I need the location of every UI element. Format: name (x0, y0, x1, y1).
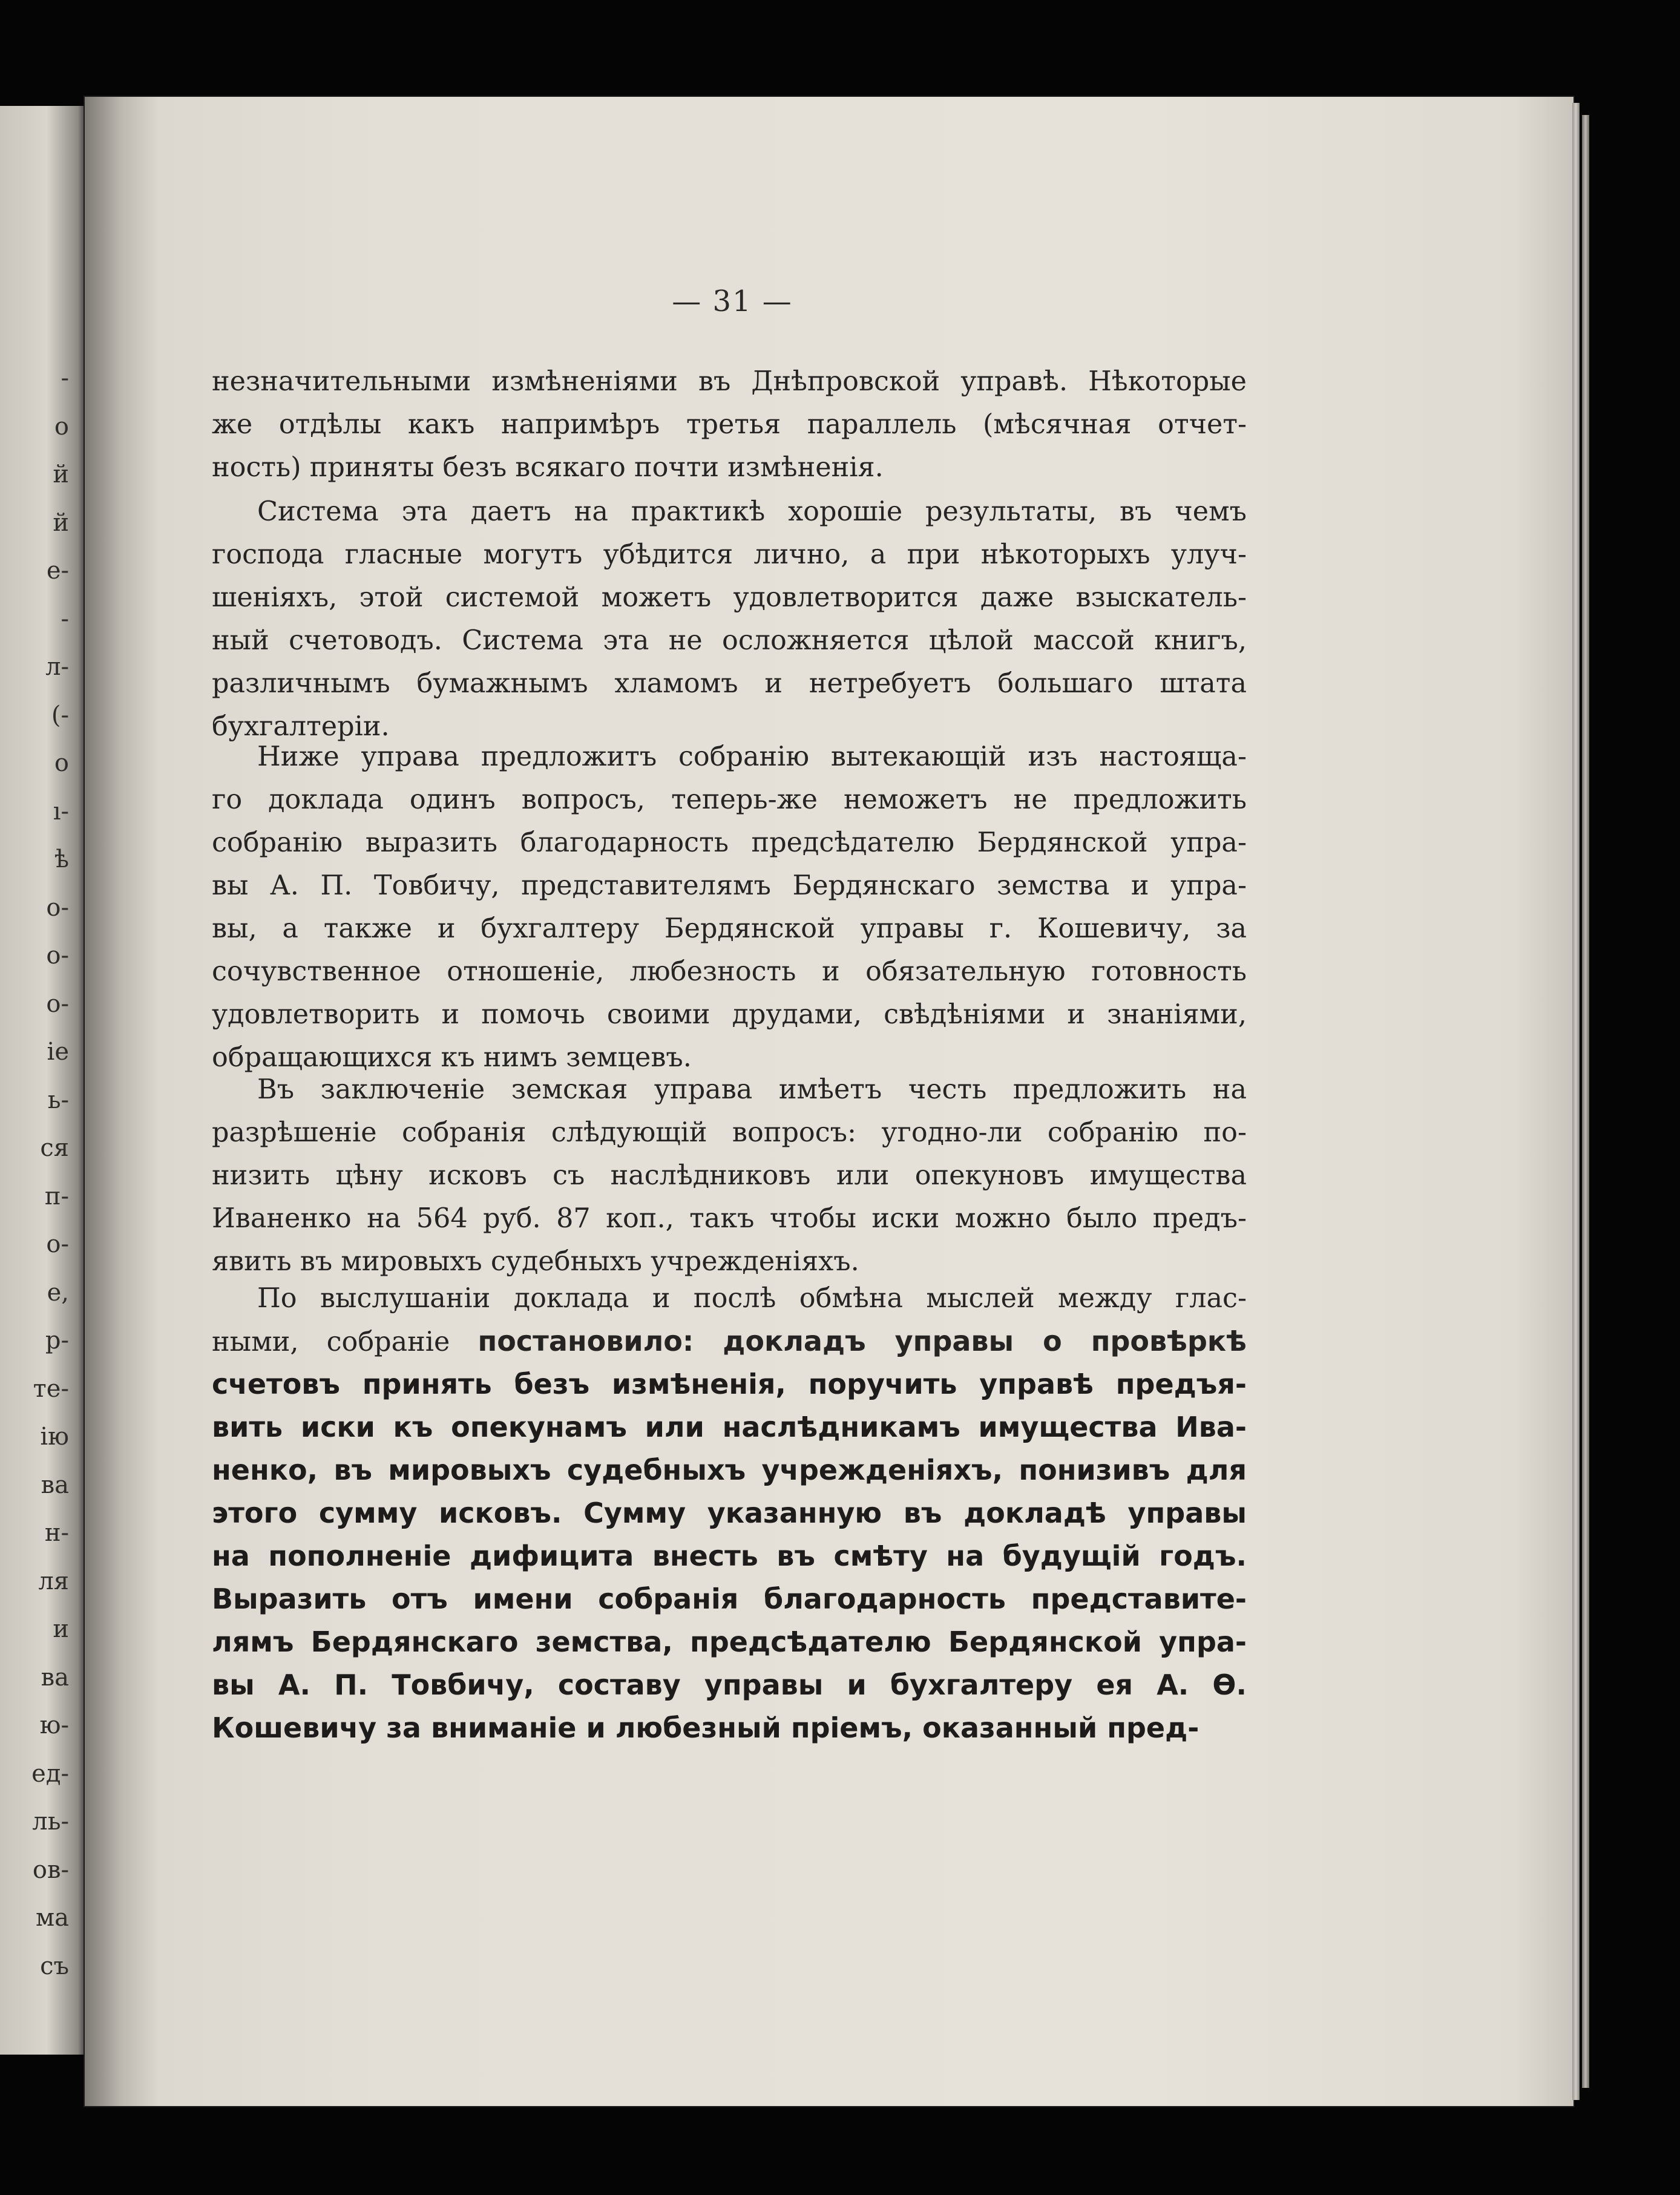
resolution-line-2-plain: ными, собраніе (212, 1327, 450, 1357)
left-page-fragment: е, (47, 1278, 69, 1307)
left-page-fragment: р- (45, 1327, 69, 1354)
page-edge-stack-outer (1582, 115, 1589, 2088)
left-page-fragment: ов- (32, 1855, 69, 1884)
left-page-fragment: о- (46, 893, 69, 922)
p5b-line: вить иски къ опекунамъ или наслѣдникамъ имущества Ива- (212, 1411, 1247, 1443)
left-page-fragment: о- (46, 989, 69, 1018)
left-page-fragment: ед- (31, 1759, 69, 1788)
page-number: — 31 — (672, 284, 793, 318)
left-page-fragment: й (53, 461, 69, 488)
p2-line: различнымъ бумажнымъ хламомъ и нетребуетъ большаго штата (212, 668, 1247, 699)
left-page-fragment: о (54, 749, 69, 777)
page-edge-stack (1572, 103, 1580, 2100)
p1-line: ность) приняты безъ всякаго почти измѣненія. (212, 452, 884, 483)
p5b-line: на пополненіе дифицита внесть въ смѣту на будущій годъ. (212, 1540, 1247, 1572)
left-page-fragment: ь- (47, 1086, 69, 1114)
paragraph-conclusion (212, 1068, 1247, 1283)
left-page-fragment: - (61, 364, 69, 392)
p5b-line: вы А. П. Товбичу, составу управы и бухгалтеру ея А. Ѳ. (212, 1668, 1247, 1701)
left-page-fragment: ва (41, 1471, 69, 1499)
left-page-fragment: е- (46, 557, 69, 585)
resolution-bold-text (212, 1363, 1247, 1750)
left-page-fragment: ю- (39, 1711, 69, 1739)
left-page-fragment: съ (40, 1952, 69, 1980)
p5b-line: ненко, въ мировыхъ судебныхъ учрежденіяхъ, понизивъ для (212, 1454, 1247, 1486)
left-page-fragment: о- (46, 942, 69, 970)
left-page-fragment: ва (41, 1663, 69, 1691)
p3-line: Ниже управа предложитъ собранію вытекающій изъ настояща- (257, 741, 1247, 772)
left-page-fragment: ля (38, 1567, 69, 1595)
p5b-line: Выразить отъ имени собранія благодарность представите- (212, 1583, 1247, 1615)
p3-line: сочувственное отношеніе, любезность и обязательную готовность (212, 956, 1247, 987)
p3-line: вы, а также и бухгалтеру Бердянской управы г. Кошевичу, за (212, 913, 1247, 944)
left-page-fragment: л- (45, 653, 69, 681)
p3-line: удовлетворить и помочь своими друдами, свѣдѣніями и знаніями, (212, 999, 1247, 1030)
paragraph-system (212, 490, 1247, 748)
left-page-fragment: ѣ (54, 845, 69, 873)
paragraph-resolution (212, 1277, 1247, 1363)
left-page-fragment: н- (44, 1519, 69, 1547)
paragraph-gratitude (212, 735, 1247, 1079)
left-page-fragment: й (53, 508, 69, 537)
left-page-fragment: о- (46, 1230, 69, 1258)
p5b-line: счетовъ принять безъ измѣненія, поручить управѣ предъя- (212, 1368, 1247, 1400)
paragraph-intro (212, 360, 1247, 489)
p1-line: незначительными измѣненіями въ Днѣпровской управѣ. Нѣкоторые (212, 366, 1247, 397)
left-page-fragment: те- (33, 1374, 69, 1403)
left-page-fragment: (- (51, 701, 69, 729)
p2-line: шеніяхъ, этой системой можетъ удовлетворится даже взыскатель- (212, 582, 1247, 613)
p5b-line: лямъ Бердянскаго земства, предсѣдателю Бердянской упра- (212, 1626, 1247, 1658)
p4-line: Въ заключеніе земская управа имѣетъ честь предложить на (257, 1074, 1247, 1105)
p4-line: Иваненко на 564 руб. 87 коп., такъ чтобы иски можно было предъ- (212, 1203, 1247, 1234)
left-page-fragment: о (54, 412, 69, 441)
p5b-line: этого сумму исковъ. Сумму указанную въ докладѣ управы (212, 1497, 1247, 1529)
p2-line: ный счетоводъ. Система эта не осложняется цѣлой массой книгъ, (212, 625, 1247, 656)
left-page-fragment: ı- (53, 797, 69, 825)
left-page-fragment: ся (40, 1134, 69, 1162)
left-page-fragment: ма (36, 1904, 69, 1932)
p4-line: явить въ мировыхъ судебныхъ учрежденіяхъ. (212, 1246, 859, 1277)
p3-line: вы А. П. Товбичу, представителямъ Бердянскаго земства и упра- (212, 870, 1247, 901)
left-page-fragment: - (61, 605, 69, 633)
resolution-line-2-bold: постановило: докладъ управы о провѣркѣ (477, 1325, 1247, 1357)
left-page-fragment: п- (44, 1182, 69, 1210)
left-page-fragment: ль- (32, 1808, 69, 1836)
p3-line: го доклада одинъ вопросъ, теперь-же неможетъ не предложить (212, 784, 1247, 815)
p3-line: собранію выразить благодарность предсѣдателю Бердянской упра- (212, 827, 1247, 858)
p5b-line: Кошевичу за вниманіе и любезный пріемъ, оказанный пред- (212, 1711, 1199, 1744)
p2-line: Система эта даетъ на практикѣ хорошіе результаты, въ чемъ (257, 496, 1247, 527)
p2-line: господа гласные могутъ убѣдится лично, а при нѣкоторыхъ улуч- (212, 539, 1247, 570)
resolution-line-2 (212, 1320, 1247, 1363)
p3-line: обращающихся къ нимъ земцевъ. (212, 1042, 692, 1073)
left-page-fragment: и (53, 1615, 69, 1643)
p1-line: же отдѣлы какъ напримѣръ третья параллель (мѣсячная отчет- (212, 409, 1247, 440)
left-page-fragment: ію (40, 1423, 69, 1451)
p4-line: разрѣшеніе собранія слѣдующій вопросъ: угодно-ли собранію по- (212, 1117, 1247, 1148)
left-page-fragment: іе (47, 1038, 69, 1066)
p4-line: низить цѣну исковъ съ наслѣдниковъ или опекуновъ имущества (212, 1160, 1247, 1191)
resolution-line-1: По выслушаніи доклада и послѣ обмѣна мыслей между глас- (257, 1283, 1247, 1314)
p2-line: бухгалтеріи. (212, 711, 390, 742)
